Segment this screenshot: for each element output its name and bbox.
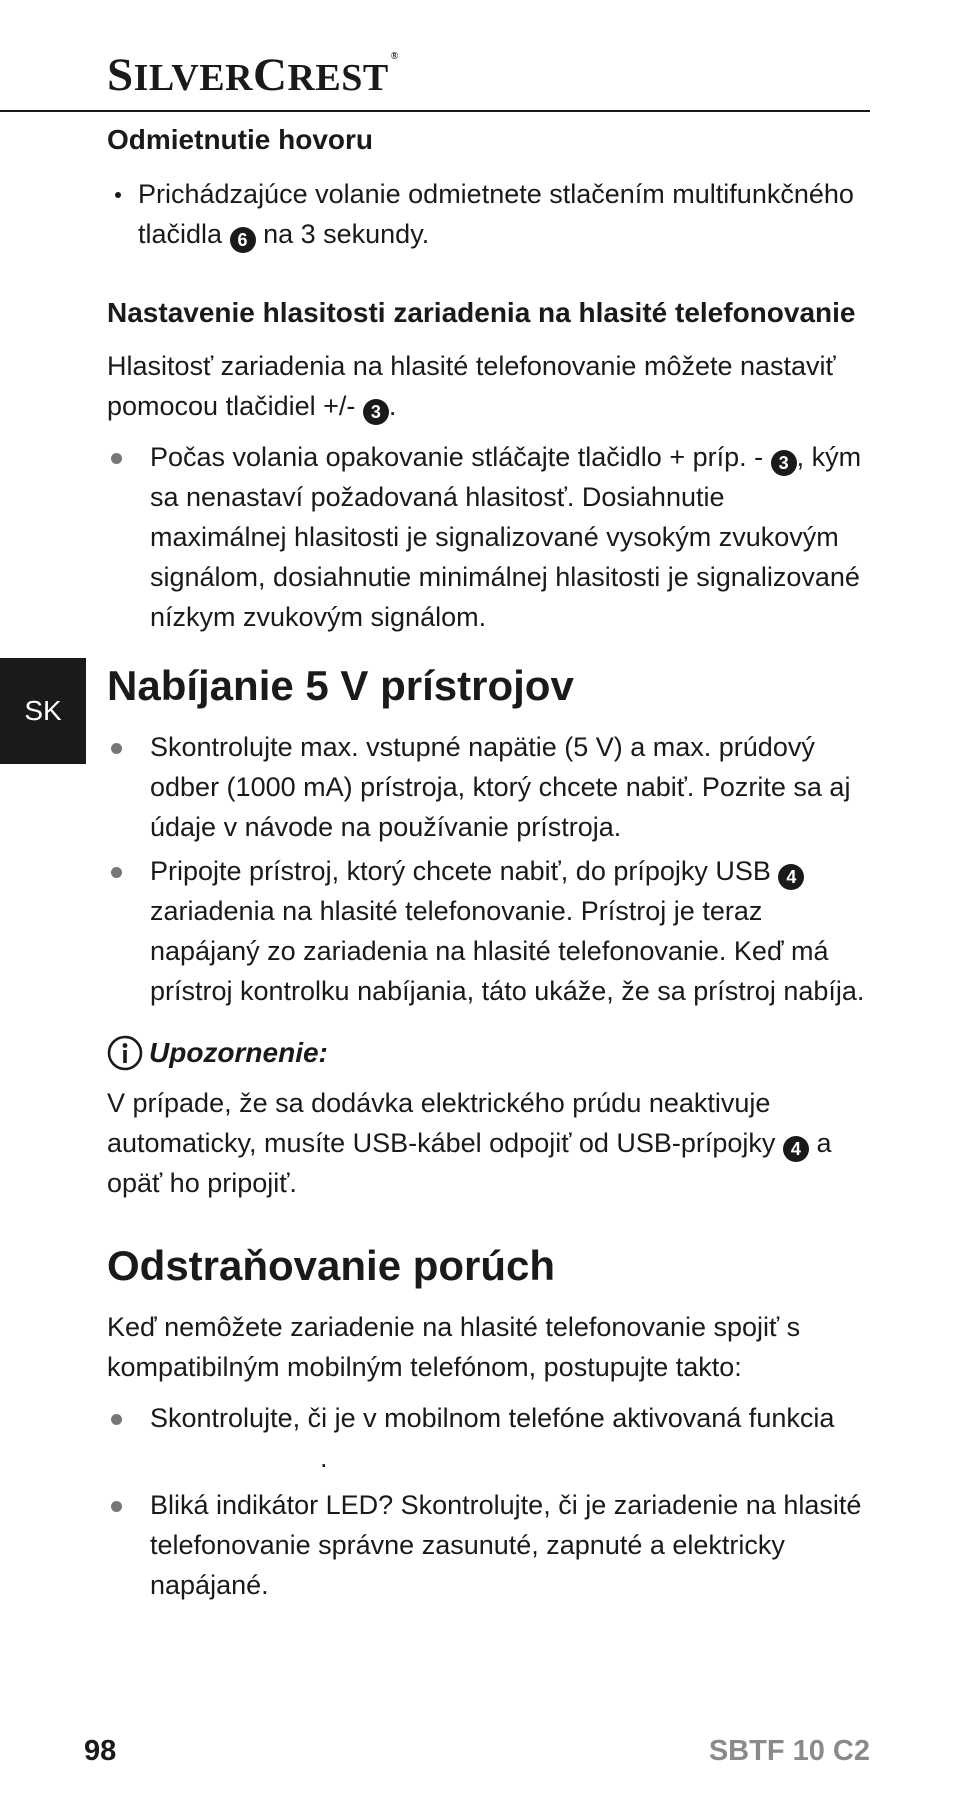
list-item: Prichádzajúce volanie odmietnete stlačením multifunkčného tlačidla 6 na 3 sekundy. bbox=[107, 174, 865, 254]
page-footer bbox=[84, 1735, 870, 1768]
reference-number: 4 bbox=[783, 1136, 809, 1162]
section-heading: Odmietnutie hovoru bbox=[107, 124, 373, 155]
reference-number: 4 bbox=[778, 864, 804, 890]
section-heading: Odstraňovanie porúch bbox=[107, 1242, 556, 1289]
list-item: Bliká indikátor LED? Skontrolujte, či je zariadenie na hlasité telefonovanie správne zasunuté, zapnuté a elektricky napájané. bbox=[107, 1485, 865, 1605]
language-tab-label: SK bbox=[24, 695, 62, 726]
paragraph: Keď nemôžete zariadenie na hlasité telefonovanie spojiť s kompatibilným mobilným telefónom, postupujte takto: bbox=[107, 1312, 801, 1382]
paragraph: Hlasitosť zariadenia na hlasité telefonovanie môžete nastaviť pomocou tlačidiel +/- 3 . bbox=[107, 346, 865, 426]
list-item: Skontrolujte max. vstupné napätie (5 V) a max. prúdový odber (1000 mA) prístroja, ktorý chcete nabiť. Pozrite sa aj údaje v návode na používanie prístroja. bbox=[107, 727, 865, 847]
info-icon bbox=[107, 1035, 143, 1071]
list-item: Počas volania opakovanie stláčajte tlačidlo + príp. - 3 , kým sa nenastaví požadovaná hlasitosť. Dosiahnutie maximálnej hlasitosti je signalizované vysokým zvukovým signálom, dosiahnutie minimálnej hlasitosti je signalizované nízkym zvukovým signálom. bbox=[107, 437, 865, 637]
model-number: SBTF 10 C2 bbox=[708, 1735, 870, 1767]
header-divider bbox=[0, 110, 870, 112]
section-charging bbox=[107, 661, 865, 1011]
reference-number: 6 bbox=[230, 227, 256, 253]
page-content bbox=[107, 120, 865, 1605]
section-troubleshooting bbox=[107, 1241, 865, 1605]
section-heading: Nastavenie hlasitosti zariadenia na hlasité telefonovanie bbox=[107, 297, 856, 328]
language-tab bbox=[0, 658, 86, 764]
note-box bbox=[107, 1033, 865, 1203]
page-number: 98 bbox=[84, 1735, 117, 1767]
note-title: Upozornenie: bbox=[149, 1037, 328, 1068]
reference-number: 3 bbox=[771, 450, 797, 476]
note-header bbox=[107, 1033, 865, 1073]
list-item: Pripojte prístroj, ktorý chcete nabiť, do prípojky USB 4 zariadenia na hlasité telefonovanie. Prístroj je teraz napájaný zo zariadenia na hlasité telefonovanie. Keď má prístroj kontrolku nabíjania, táto ukáže, že sa prístroj nabíja. bbox=[107, 851, 865, 1011]
list-item: Skontrolujte, či je v mobilnom telefóne aktivovaná funkcia. bbox=[107, 1398, 865, 1478]
section-volume bbox=[107, 293, 865, 637]
note-text: V prípade, že sa dodávka elektrického prúdu neaktivuje automaticky, musíte USB-kábel odpojiť od USB-prípojky 4 a opäť ho pripojiť. bbox=[107, 1088, 832, 1198]
brand-logo: SILVERCREST® bbox=[107, 49, 399, 101]
section-heading: Nabíjanie 5 V prístrojov bbox=[107, 662, 574, 709]
section-decline-call bbox=[107, 120, 865, 254]
reference-number: 3 bbox=[363, 399, 389, 425]
